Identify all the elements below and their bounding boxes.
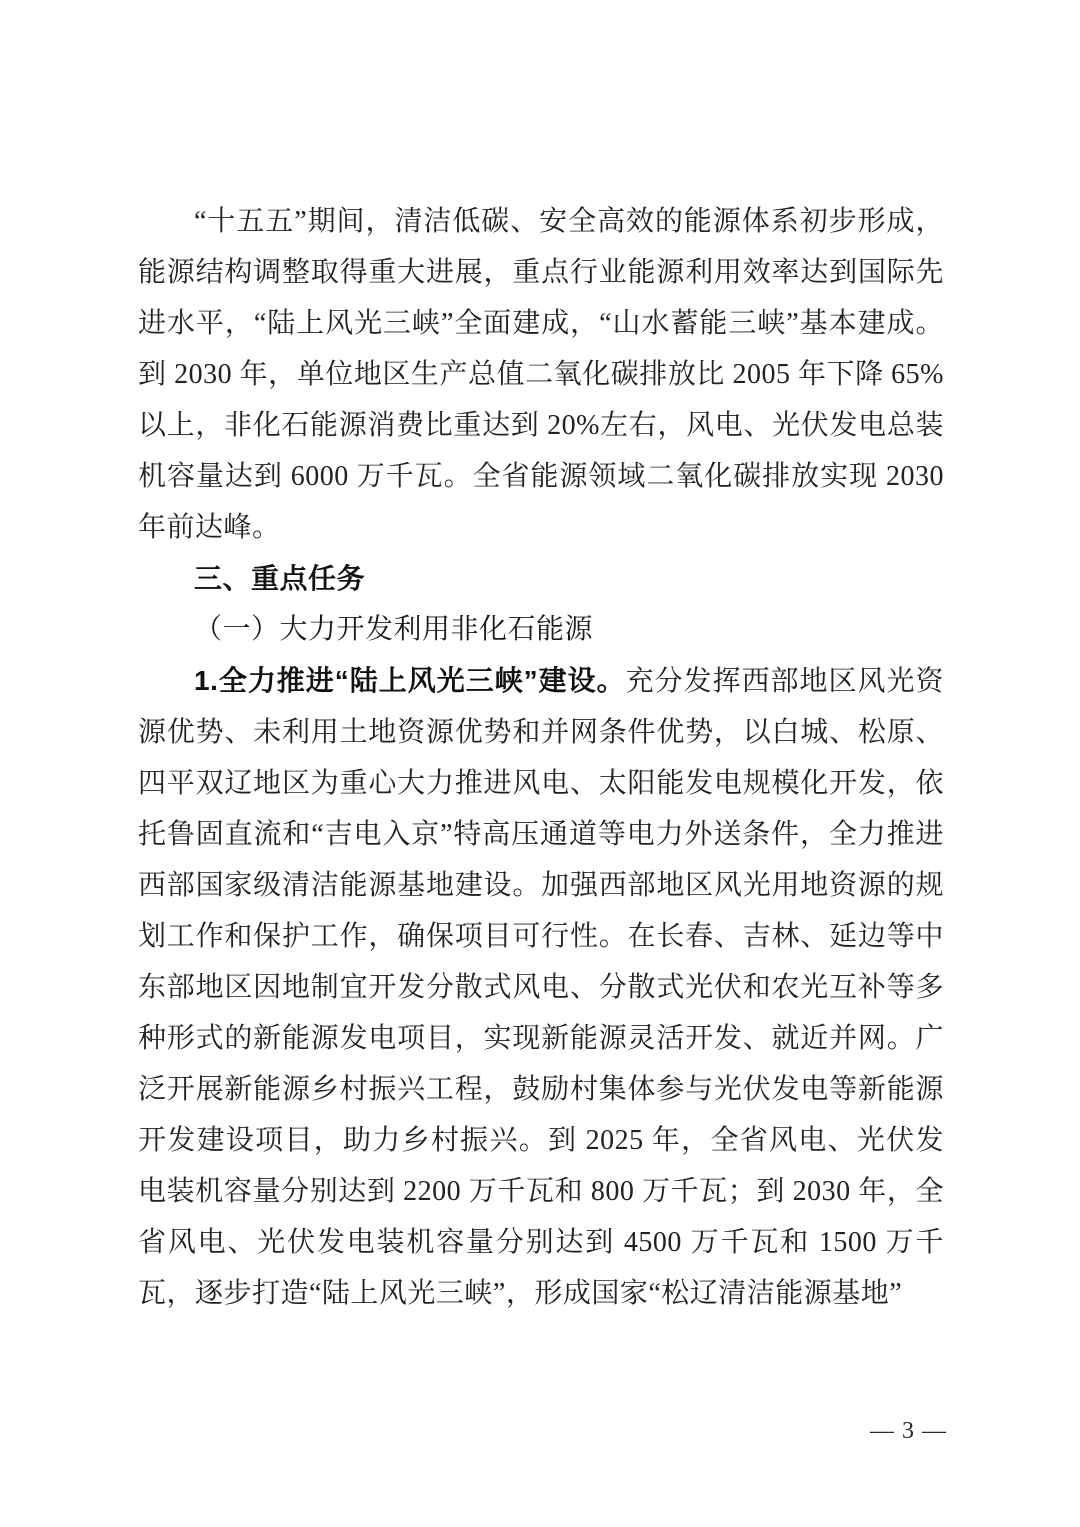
subsection-heading: （一）大力开发利用非化石能源 <box>194 614 594 645</box>
section-heading: 三、重点任务 <box>194 563 366 594</box>
intro-paragraph: “十五五”期间，清洁低碳、安全高效的能源体系初步形成，能源结构调整取得重大进展，重点行业能源利用效率达到国际先进水平，“陆上风光三峡”全面建成，“山水蓄能三峡”基本建成。到 2030 年，单位地区生产总值二氧化碳排放比 2005 年下降 65%以上，非化石能源消费比重达到 20%左右，风电、光伏发电总装机容量达到 6000 万千瓦。全省能源领域二氧化碳排放实现 2030 年前达峰。 <box>138 206 944 543</box>
page-number: — 3 — <box>870 1418 947 1444</box>
document-body <box>138 196 944 1319</box>
task1-body-text: 充分发挥西部地区风光资源优势、未利用土地资源优势和并网条件优势，以白城、松原、四平双辽地区为重心大力推进风电、太阳能发电规模化开发，依托鲁固直流和“吉电入京”特高压通道等电力外送条件，全力推进西部国家级清洁能源基地建设。加强西部地区风光用地资源的规划工作和保护工作，确保项目可行性。在长春、吉林、延边等中东部地区因地制宜开发分散式风电、分散式光伏和农光互补等多种形式的新能源发电项目，实现新能源灵活开发、就近并网。广泛开展新能源乡村振兴工程，鼓励村集体参与光伏发电等新能源开发建设项目，助力乡村振兴。到 2025 年，全省风电、光伏发电装机容量分别达到 2200 万千瓦和 800 万千瓦；到 2030 年，全省风电、光伏发电装机容量分别达到 4500 万千瓦和 1500 万千瓦，逐步打造“陆上风光三峡”，形成国家“松辽清洁能源基地” <box>138 666 944 1309</box>
task1-paragraph <box>138 655 944 1319</box>
task1-lead-bold: 1.全力推进“陆上风光三峡”建设。 <box>194 665 626 696</box>
